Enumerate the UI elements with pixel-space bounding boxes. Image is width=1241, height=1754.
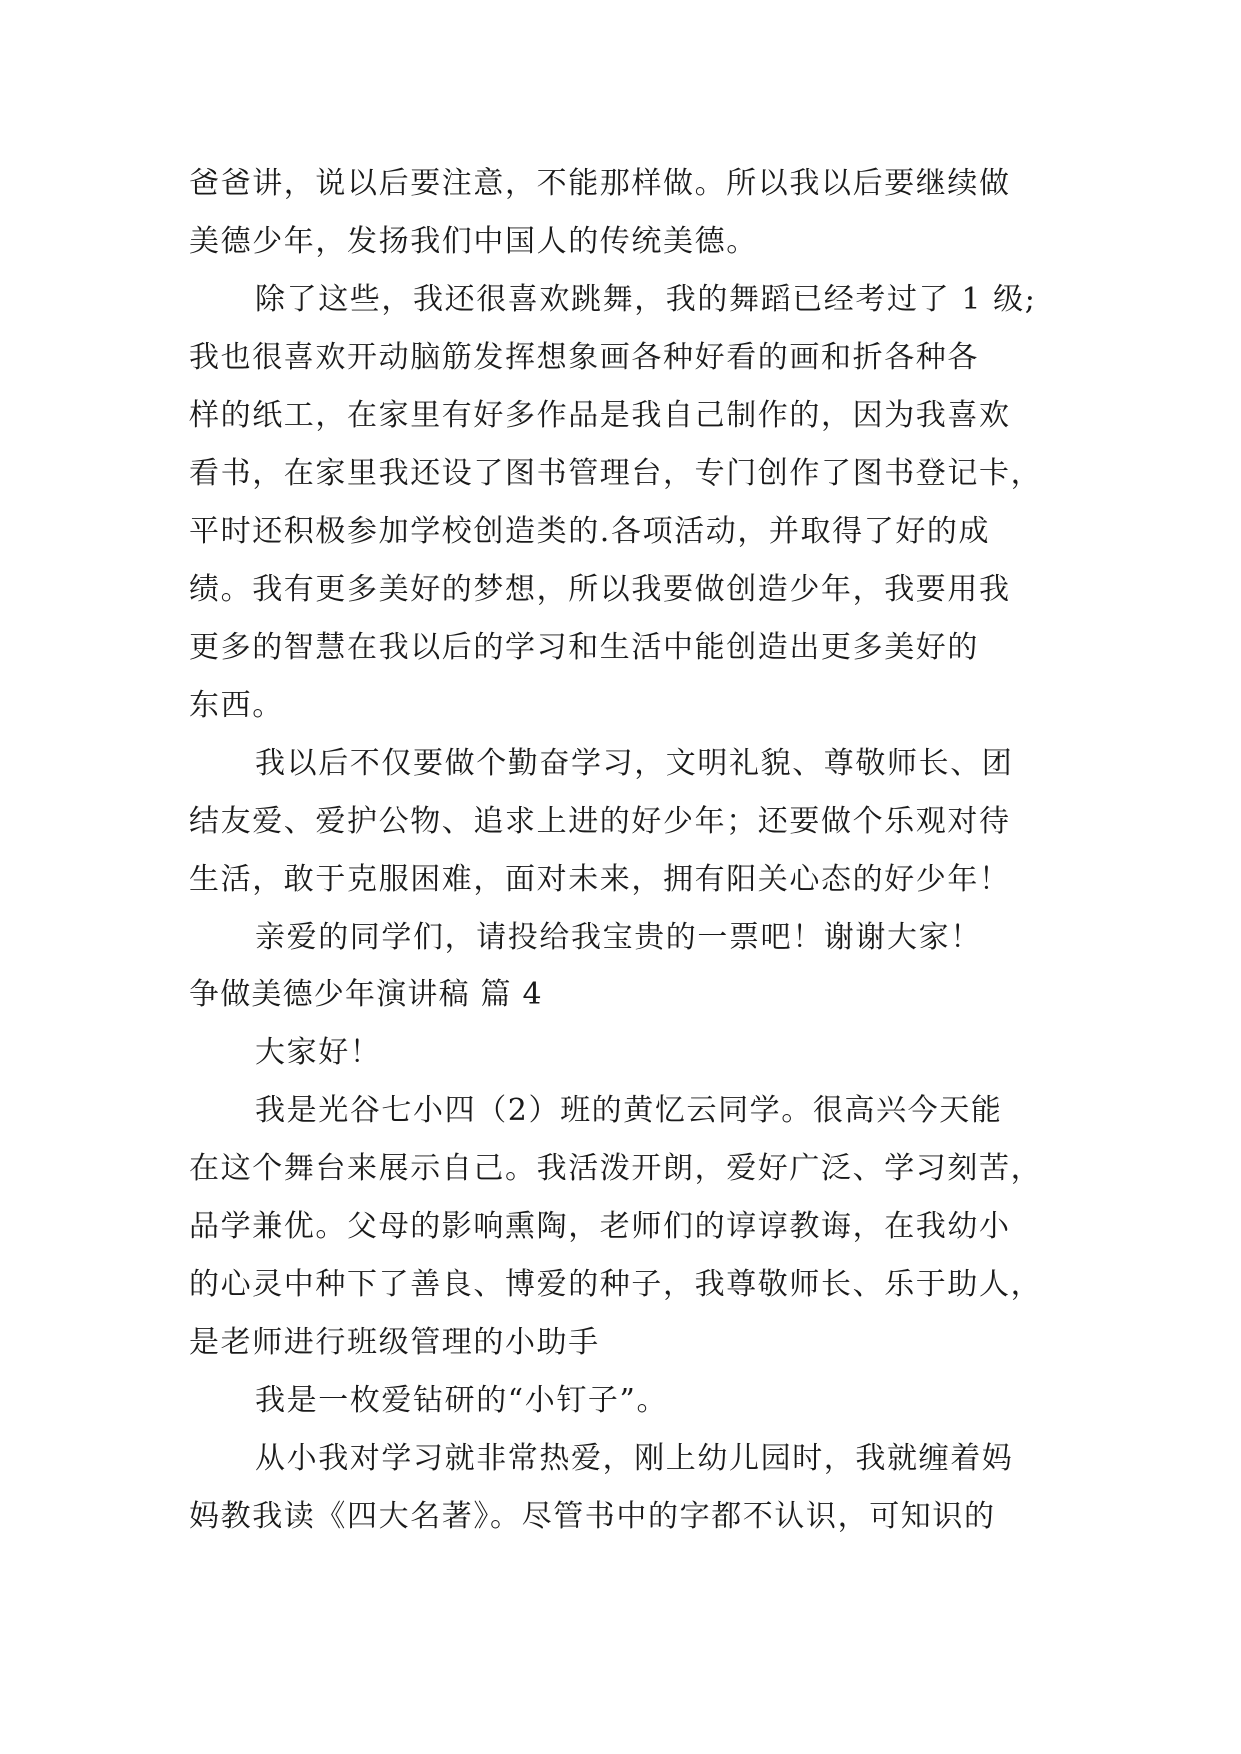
greeting-line: 大家好！ <box>255 1035 382 1070</box>
paragraph-line: 看书，在家里我还设了图书管理台，专门创作了图书登记卡， <box>189 456 1043 491</box>
paragraph-line: 我是一枚爱钻研的“小钉子”。 <box>255 1383 669 1418</box>
paragraph-line: 结友爱、爱护公物、追求上进的好少年；还要做个乐观对待 <box>189 804 1011 839</box>
section-heading: 争做美德少年演讲稿 篇 4 <box>189 977 543 1012</box>
paragraph-line: 除了这些，我还很喜欢跳舞，我的舞蹈已经考过了 1 级; <box>255 282 1037 317</box>
paragraph-line: 的心灵中种下了善良、博爱的种子，我尊敬师长、乐于助人， <box>189 1267 1043 1302</box>
paragraph-line: 从小我对学习就非常热爱，刚上幼儿园时，我就缠着妈 <box>255 1441 1014 1476</box>
paragraph-line: 绩。我有更多美好的梦想，所以我要做创造少年，我要用我 <box>189 572 1011 607</box>
paragraph-line: 我以后不仅要做个勤奋学习，文明礼貌、尊敬师长、团 <box>255 746 1014 781</box>
paragraph-line: 妈教我读《四大名著》。尽管书中的字都不认识，可知识的 <box>189 1499 996 1534</box>
paragraph-line: 我也很喜欢开动脑筋发挥想象画各种好看的画和折各种各 <box>189 340 979 375</box>
paragraph-line: 亲爱的同学们，请投给我宝贵的一票吧！谢谢大家！ <box>255 920 982 955</box>
paragraph-line: 样的纸工，在家里有好多作品是我自己制作的，因为我喜欢 <box>189 398 1011 433</box>
paragraph-line: 在这个舞台来展示自己。我活泼开朗，爱好广泛、学习刻苦， <box>189 1151 1043 1186</box>
paragraph-line: 生活，敢于克服困难，面对未来，拥有阳关心态的好少年！ <box>189 862 1011 897</box>
paragraph-line: 东西。 <box>189 688 284 723</box>
paragraph-line: 品学兼优。父母的影响熏陶，老师们的谆谆教诲，在我幼小 <box>189 1209 1011 1244</box>
paragraph-line: 是老师进行班级管理的小助手 <box>189 1325 600 1360</box>
paragraph-line: 我是光谷七小四（2）班的黄忆云同学。很高兴今天能 <box>255 1093 1003 1128</box>
paragraph-line: 平时还积极参加学校创造类的.各项活动，并取得了好的成 <box>189 514 991 549</box>
paragraph-line: 爸爸讲，说以后要注意，不能那样做。所以我以后要继续做 <box>189 166 1011 201</box>
paragraph-line: 美德少年，发扬我们中国人的传统美德。 <box>189 224 758 259</box>
paragraph-line: 更多的智慧在我以后的学习和生活中能创造出更多美好的 <box>189 630 979 665</box>
